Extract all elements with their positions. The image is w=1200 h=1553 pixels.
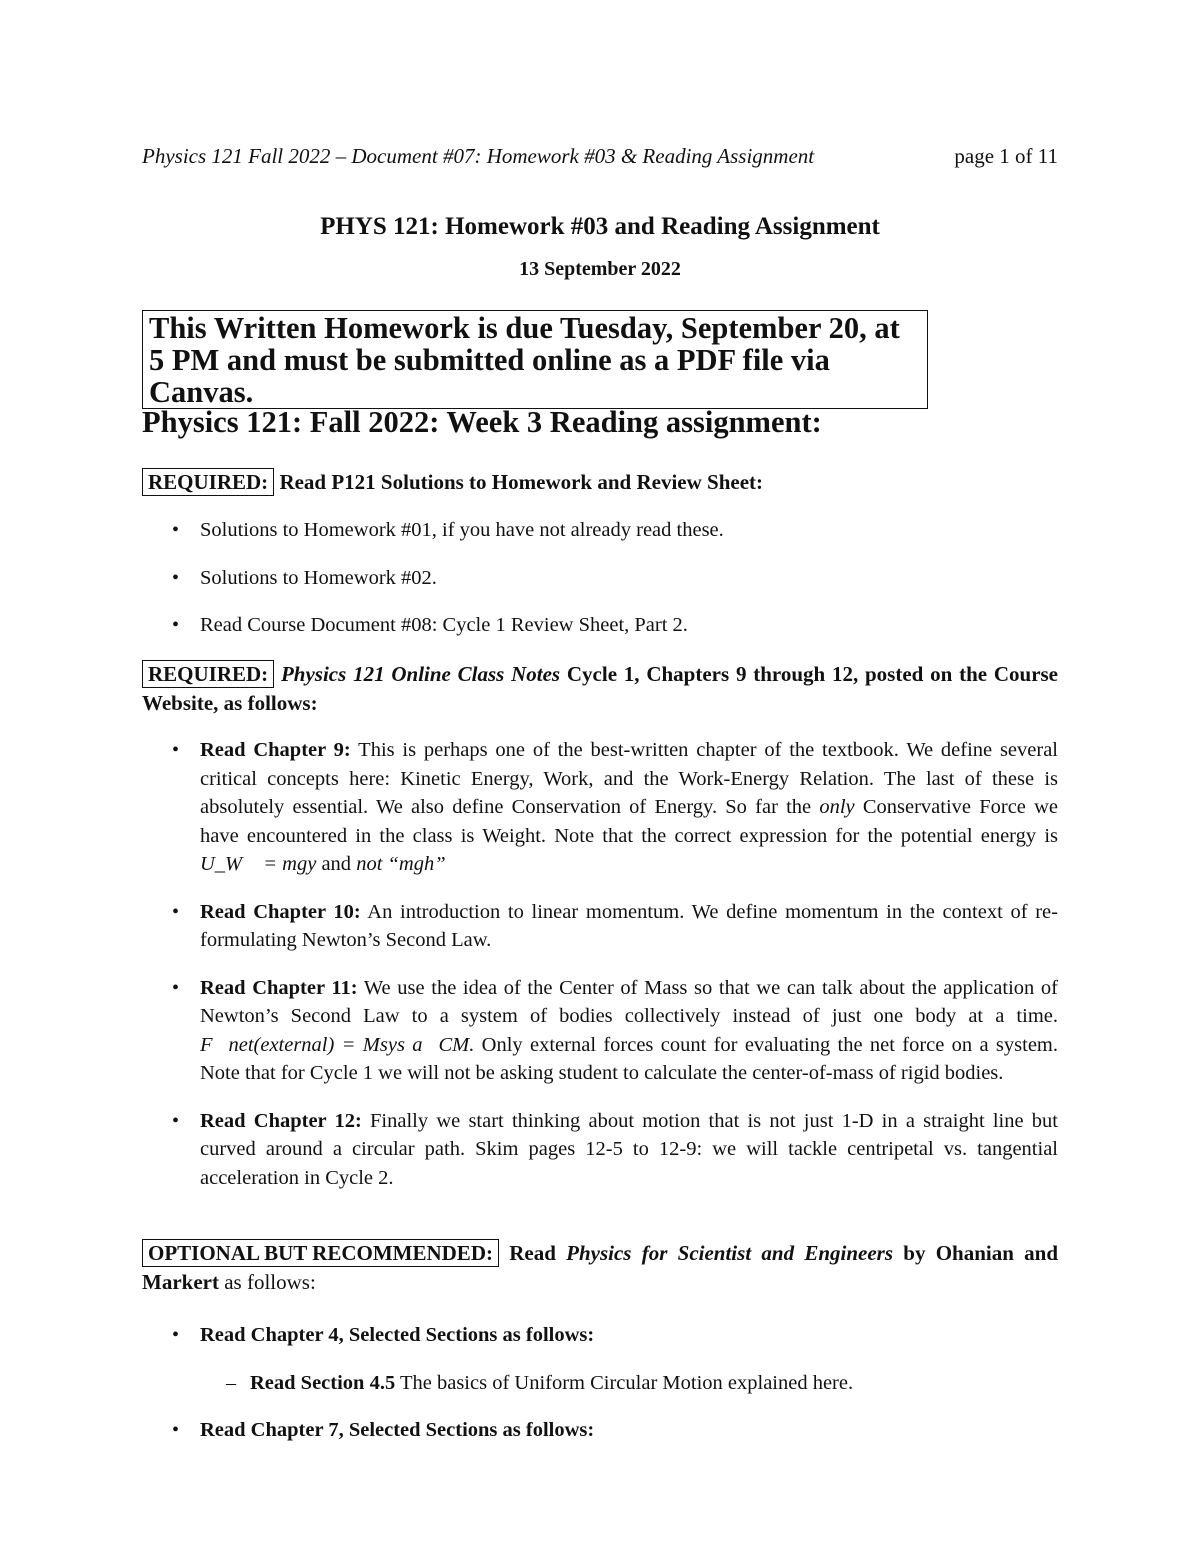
equation: “mgh”: [387, 853, 446, 875]
chapter-label: Read Chapter 9:: [200, 739, 351, 761]
page-number: page 1 of 11: [954, 144, 1058, 168]
book-title: Physics for Scientist and Engineers: [566, 1241, 894, 1265]
chapter-label: Read Chapter 7, Selected Sections as follows:: [200, 1419, 595, 1441]
section-heading-tail: as follows:: [224, 1270, 316, 1294]
chapter-text: Finally we start thinking about motion that is not just 1-D in a straight line but curved around a circular path. Skim pages 12-5 to 12-9: we will tackle centripetal vs. tangential acceleration in Cycle 2.: [200, 1109, 1058, 1189]
chapter-label: Read Chapter 10:: [200, 900, 361, 923]
week-heading: Physics 121: Fall 2022: Week 3 Reading assignment:: [142, 405, 822, 439]
chapter-text: We use the idea of the Center of Mass so that we can talk about the application of Newton’s Second Law to a system of bodies collectively instead of just one body at a time.: [200, 976, 1058, 1027]
sublist-item: [142, 1369, 1116, 1398]
chapter-text: Only external forces count for evaluating the net force on a system. Note that for Cycle 1 we will not be asking student to calculate the center-of-mass of rigid bodies.: [200, 1033, 1058, 1084]
list-item-chapter-11: [142, 974, 1058, 1088]
section-optional-textbook: [142, 1239, 1058, 1297]
list-item: • Solutions to Homework #01, if you have not already read these.: [142, 516, 1058, 545]
emphasis: not: [356, 853, 383, 875]
textbook-list: [142, 1321, 1058, 1445]
chapter-label: Read Chapter 4, Selected Sections as follows:: [200, 1324, 595, 1346]
solutions-list: [142, 516, 1058, 640]
section-heading: Cycle 1, Chapters 9 through 12, posted on the Course Website, as follows:: [142, 662, 1059, 715]
required-tag: REQUIRED:: [142, 660, 274, 688]
section-heading: Read: [509, 1241, 556, 1265]
section-required-solutions: [142, 468, 1058, 497]
section-label: Read Section 4.5: [250, 1371, 396, 1394]
section-text: The basics of Uniform Circular Motion explained here.: [399, 1371, 854, 1394]
chapter-text: This is perhaps one of the best-written chapter of the textbook. We define several critical concepts here: Kinetic Energy, Work, and the Work-Energy Relation. The last of these is absolutely essential. We also define Conservation of Energy. So far the: [200, 739, 1058, 818]
page-title: PHYS 121: Homework #03 and Reading Assignment: [320, 213, 880, 240]
section-required-notes: [142, 660, 1058, 718]
equation: F⃗net(external) = Msys a⃗CM.: [200, 1033, 475, 1056]
list-item-chapter-4: [142, 1321, 1058, 1397]
chapter-label: Read Chapter 11:: [200, 976, 358, 999]
section-heading: Read P121 Solutions to Homework and Review Sheet:: [279, 470, 764, 494]
list-item-chapter-7: [142, 1416, 1058, 1445]
running-header: [142, 144, 1058, 169]
chapter-label: Read Chapter 12:: [200, 1109, 362, 1132]
chapter-text: and: [321, 853, 352, 875]
list-item: • Read Course Document #08: Cycle 1 Review Sheet, Part 2.: [142, 611, 1058, 640]
book-authors: by Ohanian and Markert: [142, 1241, 1059, 1294]
chapter-text: Conservative Force we have encountered in the class is Weight. Note that the correct expression for the potential energy is: [200, 796, 1058, 847]
list-item: • Solutions to Homework #02.: [142, 564, 1058, 593]
chapters-list: [142, 736, 1058, 1192]
optional-tag: OPTIONAL BUT RECOMMENDED:: [142, 1239, 499, 1267]
list-item-chapter-12: [142, 1107, 1058, 1193]
class-notes-title: Physics 121 Online Class Notes: [280, 662, 561, 686]
running-title: Physics 121 Fall 2022 – Document #07: Homework #03 & Reading Assignment: [142, 144, 815, 168]
list-item-chapter-9: [142, 736, 1058, 879]
document-date: 13 September 2022: [519, 258, 681, 280]
required-tag: REQUIRED:: [142, 468, 274, 496]
emphasis: only: [819, 796, 855, 818]
chapter-4-sublist: [200, 1369, 1116, 1398]
chapter-text: An introduction to linear momentum. We define momentum in the context of re-formulating Newton’s Second Law.: [200, 900, 1058, 951]
due-notice-box: This Written Homework is due Tuesday, September 20, at 5 PM and must be submitted online as a PDF file via Canvas.: [142, 310, 928, 409]
equation: U_W⃗ = mgy: [200, 853, 317, 875]
list-item-chapter-10: [142, 898, 1058, 955]
